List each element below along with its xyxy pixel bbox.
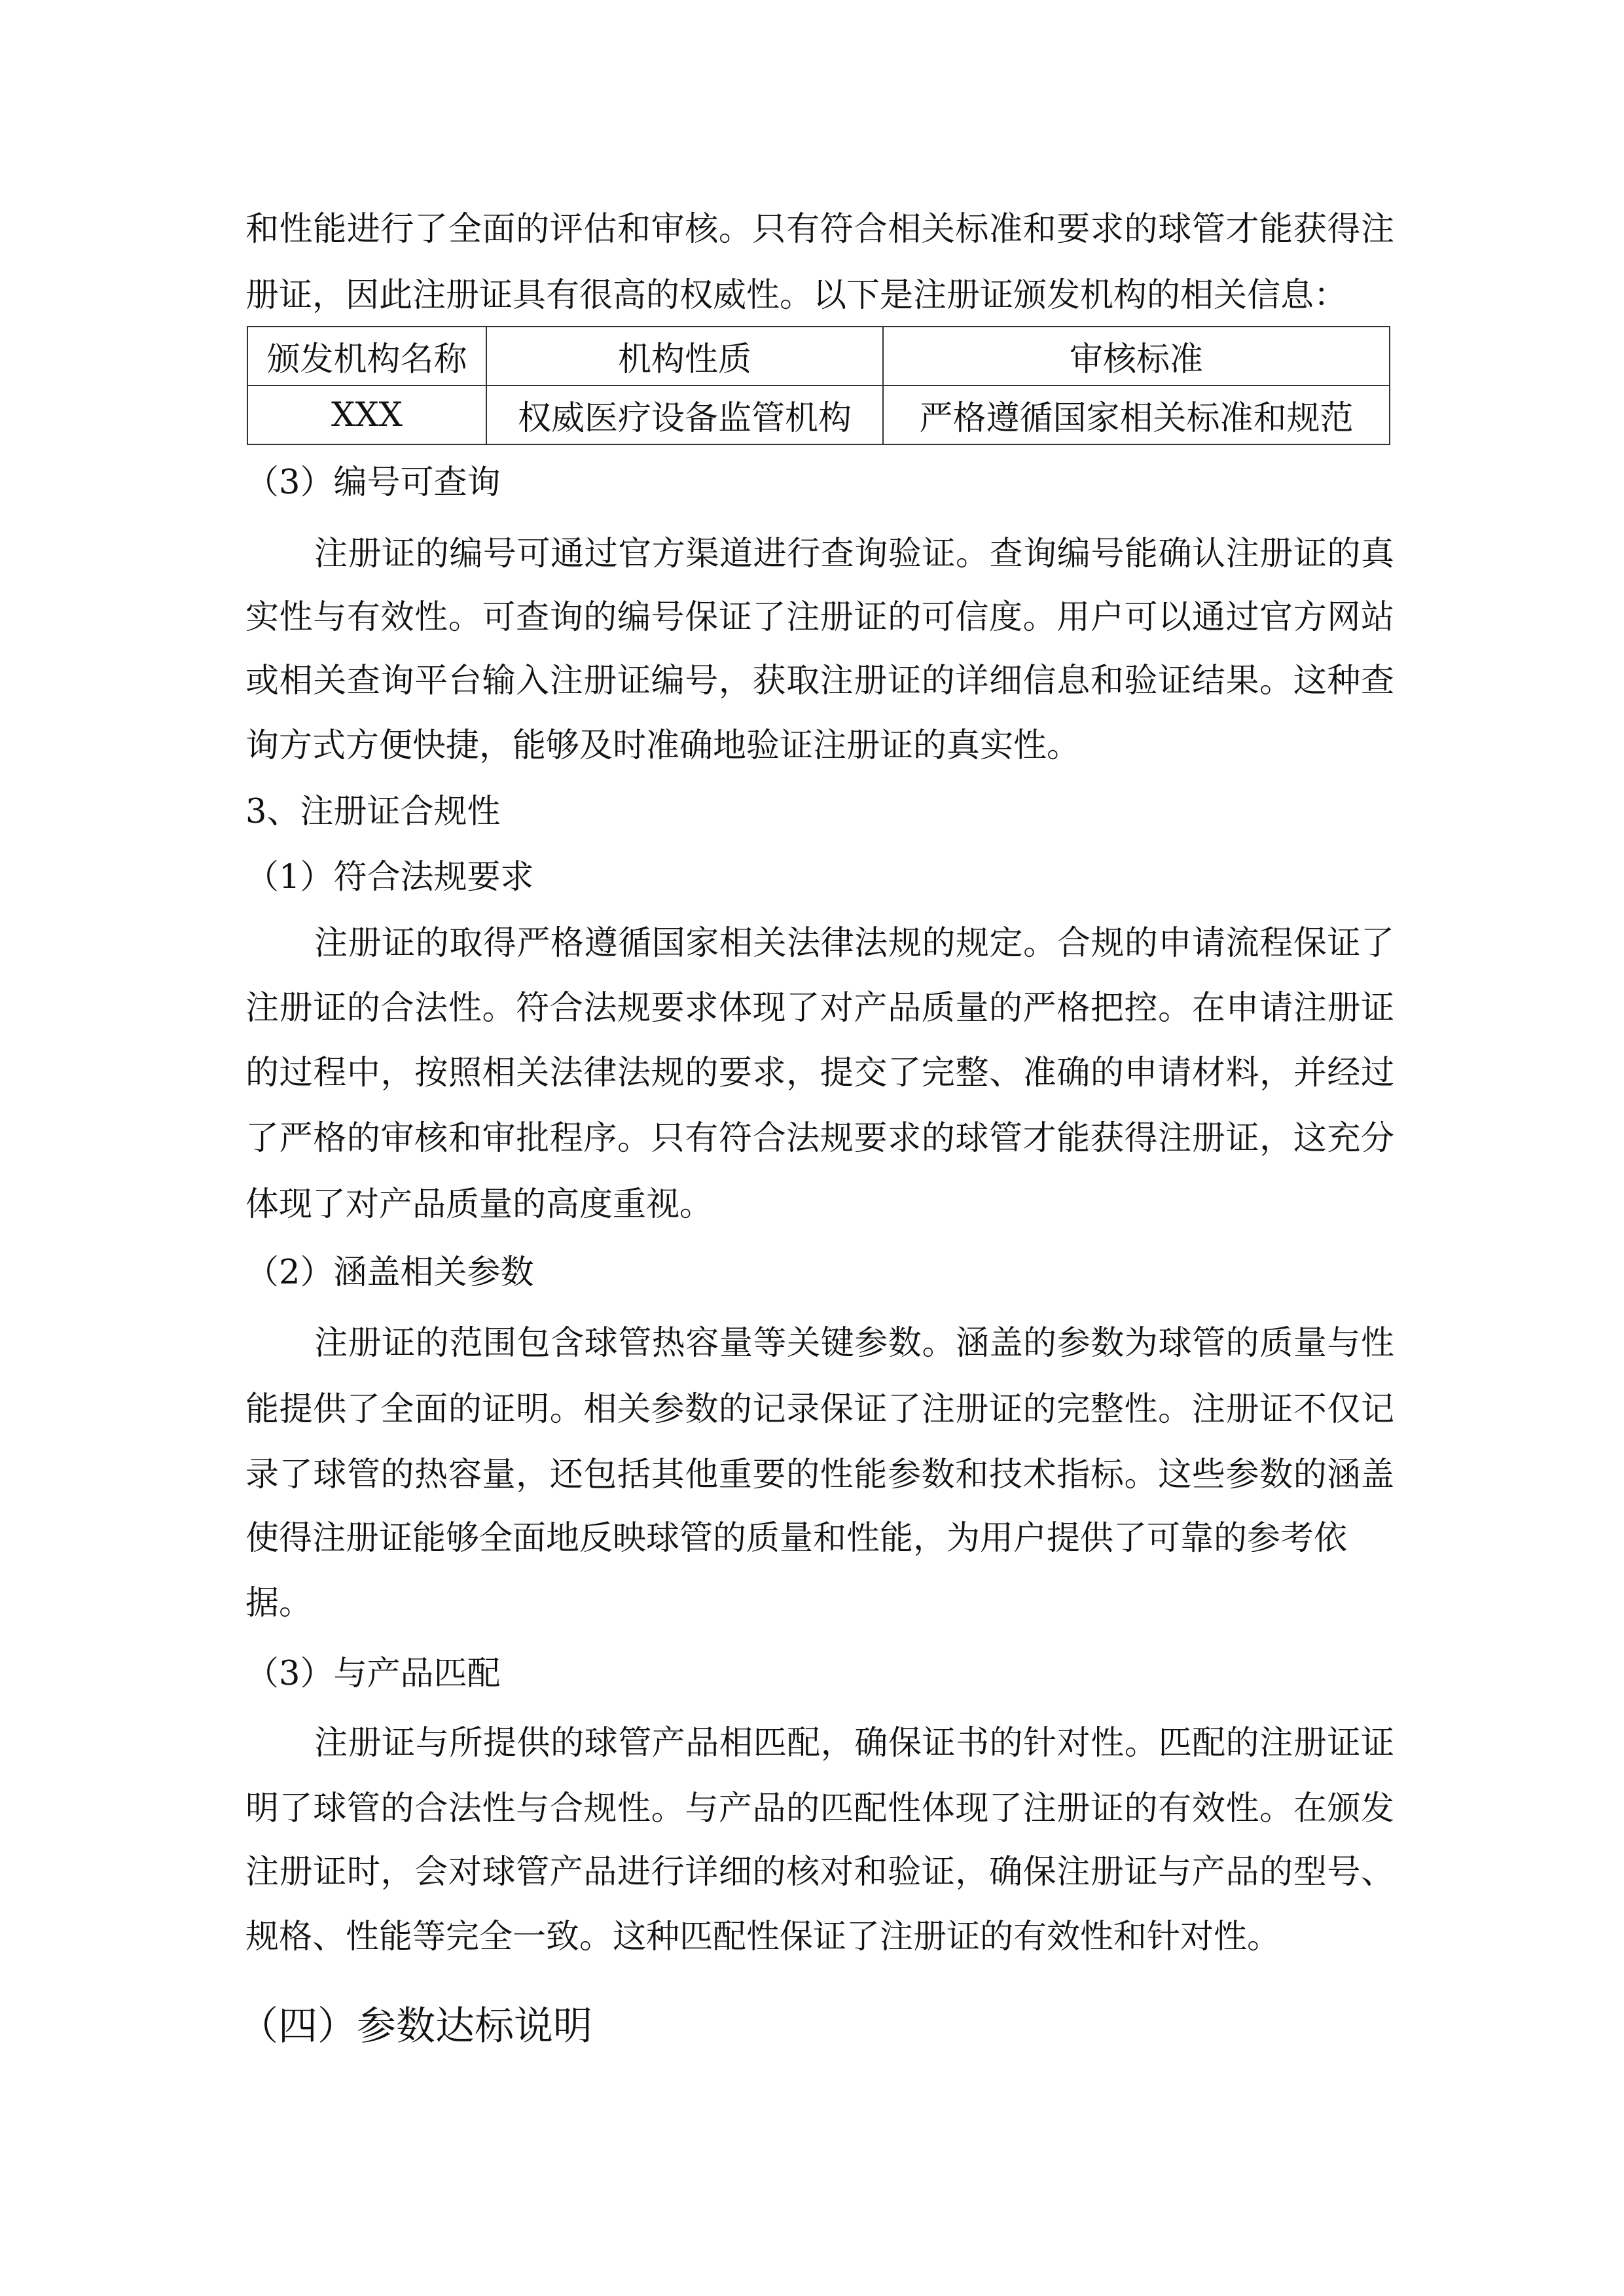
paragraph-line: 体现了对产品质量的高度重视。 xyxy=(245,1185,713,1224)
paragraph-line: 注册证时，会对球管产品进行详细的核对和验证，确保注册证与产品的型号、 xyxy=(245,1853,1394,1892)
table-cell: 严格遵循国家相关标准和规范 xyxy=(883,386,1390,444)
paragraph-line: 规格、性能等完全一致。这种匹配性保证了注册证的有效性和针对性。 xyxy=(245,1918,1281,1956)
paragraph-line: 询方式方便快捷，能够及时准确地验证注册证的真实性。 xyxy=(245,726,1081,765)
table-header-cell: 机构性质 xyxy=(486,327,883,386)
subheading: （2）涵盖相关参数 xyxy=(245,1253,534,1292)
paragraph-line: 使得注册证能够全面地反映球管的质量和性能，为用户提供了可靠的参考依 xyxy=(245,1519,1348,1558)
section-heading: （四）参数达标说明 xyxy=(239,2003,592,2049)
paragraph-line: 的过程中，按照相关法律法规的要求，提交了完整、准确的申请材料，并经过 xyxy=(245,1054,1394,1092)
subheading: （3）与产品匹配 xyxy=(245,1655,501,1693)
table-row xyxy=(247,386,1390,444)
paragraph-line: 或相关查询平台输入注册证编号，获取注册证的详细信息和验证结果。这种查 xyxy=(245,662,1394,700)
table-header-row xyxy=(247,327,1390,386)
paragraph-line: 了严格的审核和审批程序。只有符合法规要求的球管才能获得注册证，这充分 xyxy=(245,1119,1394,1158)
paragraph-line: 注册证与所提供的球管产品相匹配，确保证书的针对性。匹配的注册证证 xyxy=(314,1724,1394,1763)
table-header-cell: 颁发机构名称 xyxy=(247,327,486,386)
paragraph-line: 注册证的范围包含球管热容量等关键参数。涵盖的参数为球管的质量与性 xyxy=(314,1324,1394,1363)
table-cell: XXX xyxy=(247,386,486,444)
subheading: （1）符合法规要求 xyxy=(245,858,534,897)
paragraph-line: 明了球管的合法性与合规性。与产品的匹配性体现了注册证的有效性。在颁发 xyxy=(245,1789,1394,1828)
table-cell: 权威医疗设备监管机构 xyxy=(486,386,883,444)
paragraph-line: 注册证的编号可通过官方渠道进行查询验证。查询编号能确认注册证的真 xyxy=(314,535,1394,573)
paragraph-line: 能提供了全面的证明。相关参数的记录保证了注册证的完整性。注册证不仅记 xyxy=(245,1390,1394,1429)
paragraph-line: 实性与有效性。可查询的编号保证了注册证的可信度。用户可以通过官方网站 xyxy=(245,598,1394,637)
subheading: （3）编号可查询 xyxy=(245,463,501,502)
table-header-cell: 审核标准 xyxy=(883,327,1390,386)
paragraph-line: 据。 xyxy=(245,1584,313,1623)
issuing-authority-table xyxy=(247,326,1390,445)
paragraph-line: 注册证的合法性。符合法规要求体现了对产品质量的严格把控。在申请注册证 xyxy=(245,989,1394,1028)
paragraph-line: 册证，因此注册证具有很高的权威性。以下是注册证颁发机构的相关信息： xyxy=(245,276,1348,315)
section-heading: 3、注册证合规性 xyxy=(245,793,501,831)
paragraph-line: 注册证的取得严格遵循国家相关法律法规的规定。合规的申请流程保证了 xyxy=(314,924,1394,963)
paragraph-line: 录了球管的热容量，还包括其他重要的性能参数和技术指标。这些参数的涵盖 xyxy=(245,1456,1394,1494)
paragraph-line: 和性能进行了全面的评估和审核。只有符合相关标准和要求的球管才能获得注 xyxy=(245,210,1394,249)
